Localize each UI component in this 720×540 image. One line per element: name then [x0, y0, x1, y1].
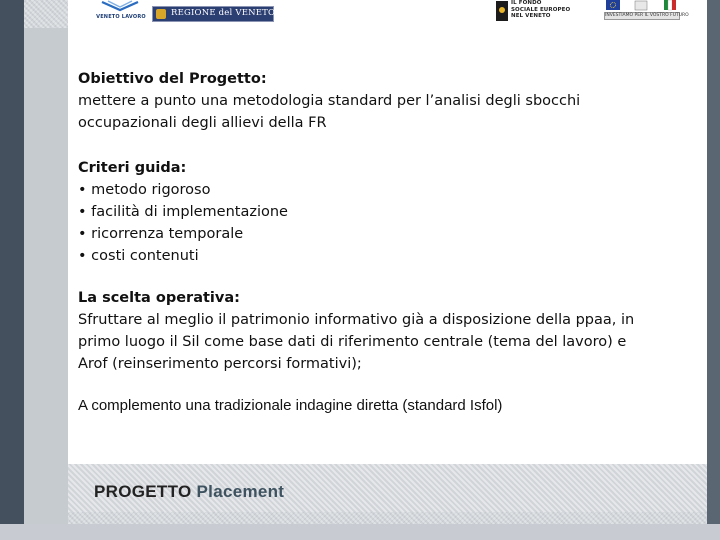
objective-section	[78, 68, 698, 134]
institutional-logos	[604, 0, 689, 24]
eu-italy-veneto-flags-icon	[604, 0, 680, 10]
criteria-item: • costi contenuti	[78, 245, 698, 267]
brand-word-progetto: PROGETTO	[94, 482, 192, 501]
veneto-lavoro-mark-icon	[100, 0, 140, 12]
criteria-list	[78, 179, 698, 267]
project-brand	[94, 482, 284, 502]
operative-choice-line: primo luogo il Sil come base dati di riferimento centrale (tema del lavoro) e	[78, 334, 627, 350]
regione-veneto-logo-text: REGIONE del VENETO	[171, 8, 276, 18]
criteria-item: • metodo rigoroso	[78, 179, 698, 201]
fse-logo-text: IL FONDO SOCIALE EUROPEO NEL VENETO	[511, 0, 571, 19]
left-frame-bar	[0, 0, 24, 525]
criteria-section	[78, 157, 698, 267]
fondo-sociale-europeo-logo	[496, 0, 572, 24]
criteria-item: • ricorrenza temporale	[78, 223, 698, 245]
regione-veneto-logo	[152, 6, 274, 22]
right-frame-bar	[707, 0, 720, 525]
bottom-frame-bar	[0, 524, 720, 540]
operative-choice-line: Sfruttare al meglio il patrimonio informativo già a disposizione della ppaa, in	[78, 312, 635, 328]
complement-text: A complemento una tradizionale indagine diretta (standard Isfol)	[78, 397, 503, 414]
regione-crest-icon	[156, 9, 166, 19]
fse-flag-icon	[496, 1, 508, 21]
veneto-lavoro-logo-text: VENETO LAVORO	[96, 14, 146, 20]
inner-left-strip	[24, 28, 68, 525]
eu-caption: INVESTIAMO PER IL VOSTRO FUTURO	[605, 13, 689, 18]
objective-heading: Obiettivo del Progetto:	[78, 71, 267, 87]
veneto-lavoro-logo	[90, 0, 150, 24]
objective-text-line: mettere a punto una metodologia standard per l’analisi degli sbocchi	[78, 93, 581, 109]
operative-choice-line: Arof (reinserimento percorsi formativi);	[78, 356, 362, 372]
criteria-item: • facilità di implementazione	[78, 201, 698, 223]
operative-choice-heading: La scelta operativa:	[78, 290, 240, 306]
objective-text-line: occupazionali degli allievi della FR	[78, 115, 327, 131]
brand-word-placement: Placement	[196, 482, 285, 501]
criteria-heading: Criteri guida:	[78, 160, 187, 176]
operative-choice-section	[78, 287, 698, 375]
